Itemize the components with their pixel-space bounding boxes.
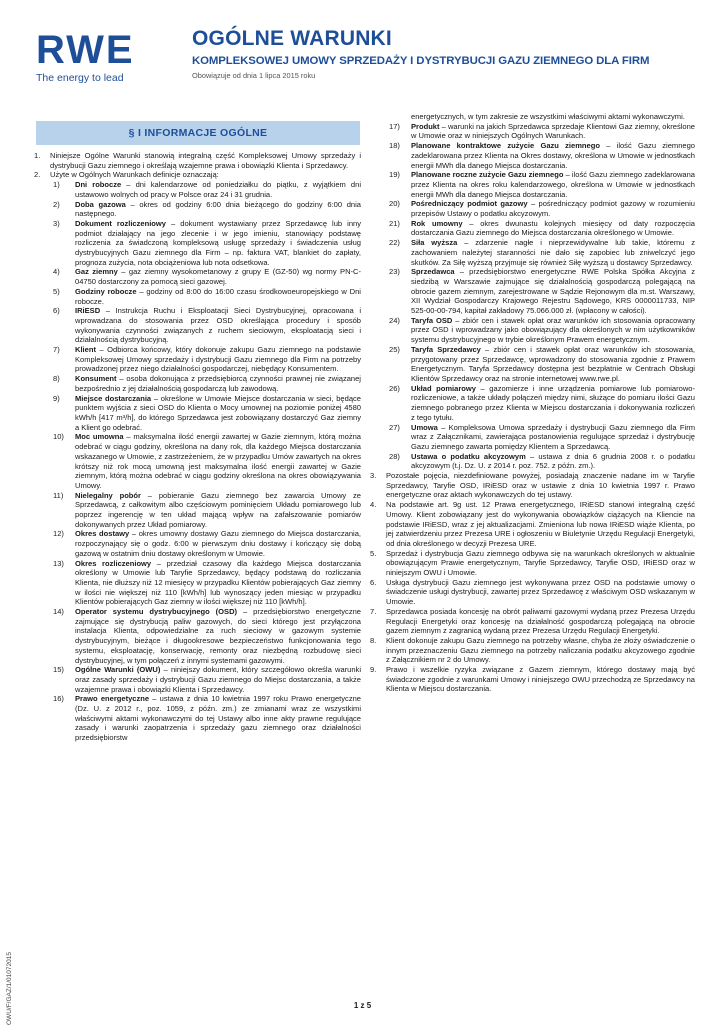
document-title: OGÓLNE WARUNKI <box>192 27 392 50</box>
paragraph-item <box>370 607 695 636</box>
paragraph-text: Niniejsze Ogólne Warunki stanowią integralną część Kompleksowej Umowy sprzedaży i dystrybucji Gazu ziemnego i określają wzajemne prawa i obowiązki Klienta i Sprzedawcy. <box>50 151 361 170</box>
item-number: 10) <box>53 432 64 442</box>
item-number: 8) <box>53 374 60 384</box>
item-text: Taryfa OSD – zbiór cen i stawek opłat oraz warunków ich stosowania opracowany przez OSD i wprowadzany jako obowiązujący dla określonych w nim użytkowników systemu dystrybucyjnego w trybie określonym Prawem energetycznym. <box>411 315 695 345</box>
item-number: 13) <box>53 558 64 568</box>
item-text: Taryfa Sprzedawcy – zbiór cen i stawek opłat oraz warunków ich stosowania, przygotowany przez Sprzedawcę, wprowadzony do stosowania zgodnie z Prawem Energetycznym. Taryfa Sprzedawcy dostępna jest bezpłatnie w Centrach Obsługi Klientów Sprzedawcy oraz na stronie internetowej www.rwe.pl. <box>411 344 695 383</box>
item-text: Miejsce dostarczania – określone w Umowie Miejsce dostarczania w sieci, będące punktem wyjścia z sieci OSD do Klienta o Mocy umownej na poziomie poniżej 4580 kWh/h [417 m³/h], do którego Sprzedawca jest zobowiązany dostarczyć Gaz ziemny a Klient go odebrać. <box>75 393 361 432</box>
definition-item <box>386 199 695 218</box>
item-number: 5) <box>53 286 60 296</box>
item-number: 15) <box>53 665 64 675</box>
definition-item <box>50 287 361 306</box>
item-text: Ogólne Warunki (OWU) – niniejszy dokument, który szczegółowo określa warunki oraz zasady sprzedaży i dystrybucji Gazu ziemnego do Miejsc dostarczania, a także wzajemne prawa i obowiązki Klienta i Sprzedawcy. <box>75 665 362 694</box>
item-number: 14) <box>53 607 64 617</box>
item-text: Pozostałe pojęcia, niezdefiniowane powyżej, posiadają znaczenie nadane im w Taryfie Sprzedawcy, Taryfie OSD, IRiESD oraz w ustawie z dnia 10 kwietnia 1997 r. Prawo energetyczne oraz aktach wykonawczych do tej ustawy. <box>386 471 695 500</box>
left-column <box>34 151 361 743</box>
item-text: Rok umowny – okres dwunastu kolejnych miesięcy od daty rozpoczęcia dostarczania Gazu ziemnego do Miejsca dostarczania określonego w Umowie. <box>411 218 695 238</box>
document-subtitle: KOMPLEKSOWEJ UMOWY SPRZEDAŻY I DYSTRYBUCJI GAZU ZIEMNEGO DLA FIRM <box>192 55 650 67</box>
item-number: 2) <box>53 199 60 209</box>
item-text: Moc umowna – maksymalna ilość energii zawartej w Gazie ziemnym, którą można odebrać w ciągu godziny, określona na dany rok, dla każdego Miejsca dostarczania wskazanego w Umowie, z zastrzeżeniem, że w przypadku Umów zawartych na okres krótszy niż rok mocą umowną jest maksymalna ilość energii zawartej w Gazie ziemnym, którą można odebrać w ciągu godziny określona na okres obowiązywania Umowy. <box>75 432 361 490</box>
definition-item <box>50 219 361 268</box>
item-text: Produkt – warunki na jakich Sprzedawca sprzedaje Klientowi Gaz ziemny, określone w Umowie oraz w niniejszych Ogólnych Warunkach. <box>411 121 695 141</box>
definition-item <box>386 141 695 170</box>
definitions-list-left <box>34 180 361 743</box>
item-number: 16) <box>53 694 64 704</box>
paragraph-item <box>370 578 695 607</box>
item-number: 4. <box>370 500 377 510</box>
definition-item <box>386 384 695 423</box>
item-text: Dokument rozliczeniowy – dokument wystawiany przez Sprzedawcę lub inny podmiot działający na jego zlecenie i w jego imieniu, stanowiący podstawę rozliczenia za świadczoną kompleksową usługę sprzedaży i świadczenia usług dystrybucyjnych Gazu ziemnego dla Firm – np. faktura VAT, blankiet do zapłaty, prognoza zużycia, nota obciążeniowa lub nota odsetkowa. <box>75 218 361 267</box>
definition-item <box>386 316 695 345</box>
rwe-logo <box>36 30 136 84</box>
item-number: 4) <box>53 267 60 277</box>
item-text: Umowa – Kompleksowa Umowa sprzedaży i dystrybucji Gazu ziemnego dla Firm wraz z Załącznikami, zawierająca postanowienia regulujące sprzedaż i dystrybucję Gazu ziemnego zawarta pomiędzy Klientem a Sprzedawcą. <box>411 422 695 451</box>
definition-item <box>386 452 695 471</box>
item-number: 6) <box>53 306 60 316</box>
definition-item <box>386 219 695 238</box>
paragraph-item <box>370 636 695 665</box>
document-header <box>192 28 692 80</box>
definition-item <box>50 394 361 433</box>
item-number: 7) <box>53 345 60 355</box>
paragraph-1 <box>34 151 361 170</box>
definition-item <box>50 200 361 219</box>
definitions-list-right <box>370 122 695 471</box>
section-heading: § I INFORMACJE OGÓLNE <box>36 121 360 145</box>
item-number: 25) <box>389 344 400 354</box>
item-number: 26) <box>389 383 400 393</box>
item-text: IRiESD – Instrukcja Ruchu i Eksploatacji Sieci Dystrybucyjnej, opracowana i wprowadzana do stosowania przez OSD określająca procedury i sposób wykonywania czynności związanych z ruchem sieciowym, eksploatacją sieci i działalnością dystrybucyjną. <box>75 306 361 345</box>
item-number: 7. <box>370 606 377 616</box>
item-text: Usługa dystrybucji Gazu ziemnego jest wykonywana przez OSD na podstawie umowy o świadczenie usługi dystrybucji, zawartej przez Sprzedawcę z właściwym OSD wskazanym w Umowie. <box>386 577 695 607</box>
definition-item <box>50 665 361 694</box>
item-number: 6. <box>370 577 377 587</box>
definition-item <box>386 122 695 141</box>
item-text: Okres dostawy – okres umowny dostawy Gazu ziemnego do Miejsca dostarczania, rozpoczynający się o godz. 6:00 w pierwszym dniu dostawy i kończący się dobą gazową w ostatnim dniu dostawy określonym w Umowie. <box>75 529 361 558</box>
item-text: Godziny robocze – godziny od 8:00 do 16:00 czasu środkowoeuropejskiego w Dni robocze. <box>75 286 361 306</box>
definition-item <box>50 491 361 530</box>
item-number: 22) <box>389 238 400 248</box>
item-text: Konsument – osoba dokonująca z przedsiębiorcą czynności prawnej nie związanej bezpośrednio z jej działalnością gospodarczą lub zawodową. <box>75 374 361 393</box>
definition-item <box>386 170 695 199</box>
definition-item <box>386 267 695 316</box>
item-number: 28) <box>389 451 400 461</box>
item-text: Klient – Odbiorca końcowy, który dokonuje zakupu Gazu ziemnego na podstawie Kompleksowej Umowy sprzedaży i dystrybucji Gazu ziemnego dla Firm na potrzeby prowadzonej przez niego działalności gospodarczej, niebędący Konsumentem. <box>75 345 361 374</box>
definition-item <box>386 423 695 452</box>
item-number: 1) <box>53 180 60 190</box>
item-text: Klient dokonuje zakupu Gazu ziemnego na potrzeby własne, chyba że złoży oświadczenie o innym przeznaczeniu Gazu ziemnego na potrzeby naliczania podatku akcyzowego zgodnie z Załącznikiem nr 2 do Umowy. <box>386 635 695 665</box>
item-text: Na podstawie art. 9g ust. 12 Prawa energetycznego, IRiESD stanowi integralną część Umowy. Klient zobowiązany jest do wykonywania obowiązków ciążących na Kliencie na podstawie IRiESD, wraz z jej aktualizacjami. Zmieniona lub nowa IRiESD wiąże Klienta, po jej zatwierdzeniu przez Prezesa URE i ogłoszeniu w Biuletynie Urzędu Regulacji Energetyki, od dnia określonego w decyzji Prezesa URE. <box>386 500 695 548</box>
document-code: OWU/F/GAZ/1/01072015 <box>6 952 13 1025</box>
item-text: Prawo energetyczne – ustawa z dnia 10 kwietnia 1997 roku Prawo energetyczne (Dz. U. z 2012 r., poz. 1059, z późn. zm.) ze zmianami wraz ze wszystkimi właściwymi aktami wykonawczymi do tej Ustawy albo inne akty prawne regulujące zasady i warunki zaopatrzenia i sprzedaży gazu ziemnego oraz działalności przedsiębiorstw <box>75 694 361 743</box>
item-text: Sprzedawca – przedsiębiorstwo energetyczne RWE Polska Spółka Akcyjna z siedzibą w Warszawie zajmujące się działalnością gospodarczą polegającą na obrocie gazem ziemnym, zarejestrowane w Sądzie Rejonowym dla m.st. Warszawy, XII Wydział Gospodarczy Krajowego Rejestru Sądowego, KRS 0000011733, NIP 525-00-00-794, kapitał zakładowy 75.066.000 zł. (wpłacony w całości). <box>411 267 695 316</box>
paragraphs-list-right <box>370 471 695 694</box>
definition-item <box>50 607 361 665</box>
definition-item <box>386 238 695 267</box>
definition-item <box>50 694 361 743</box>
paragraph-number: 1. <box>34 151 41 160</box>
paragraph-item <box>370 471 695 500</box>
definition-item <box>50 374 361 393</box>
definition-16-continued: energetycznych, w tym zakresie ze wszystkimi właściwymi aktami wykonawczymi. <box>411 112 685 121</box>
definition-item <box>50 432 361 490</box>
item-text: Planowane kontraktowe zużycie Gazu ziemnego – ilość Gazu ziemnego zadeklarowana przez Klienta na Okres dostawy, określona w Umowie w jednostkach energii MWh dla danego Miejsca dostarczania. <box>411 141 695 170</box>
item-number: 21) <box>389 218 400 228</box>
item-number: 9) <box>53 393 60 403</box>
paragraph-number: 2. <box>34 170 41 180</box>
item-number: 5. <box>370 548 377 558</box>
item-text: Operator systemu dystrybucyjnego (OSD) – przedsiębiorstwo energetyczne zajmujące się dystrybucją paliw gazowych, do sieci którego jest przyłączona instalacja Klienta, odpowiedzialne za ruch sieciowy w gazowym systemie dystrybucyjnym, bieżące i długookresowe bezpieczeństwo funkcjonowania tego systemu, eksploatację, konserwację, remonty oraz niezbędną rozbudowę sieci dystrybucyjnej, w tym połączeń z innymi systemami gazowymi. <box>75 607 361 665</box>
item-text: Ustawa o podatku akcyzowym – ustawa z dnia 6 grudnia 2008 r. o podatku akcyzowym (t.j. Dz. U. z 2014 r. poz. 752. z późn. zm.). <box>411 451 696 471</box>
definition-item <box>50 180 361 199</box>
item-text: Okres rozliczeniowy – przedział czasowy dla każdego Miejsca dostarczania określony w Umowie lub Taryfie Sprzedawcy, będący podstawą do rozliczania Klienta, nie dłuższy niż 12 miesięcy w przypadku Klientów pobierających Gaz ziemny w ilości nie większej niż 110 [kWh/h] lub wynoszący jeden miesiąc w przypadku Klientów pobierających Gaz ziemny w ilości większej niż 110 [kWh/h]. <box>75 558 361 607</box>
paragraph-item <box>370 665 695 694</box>
item-number: 24) <box>389 315 400 325</box>
item-text: Dni robocze – dni kalendarzowe od poniedziałku do piątku, z wyjątkiem dni ustawowo wolnych od pracy w Polsce oraz 24 i 31 grudnia. <box>75 180 361 199</box>
paragraph-item <box>370 549 695 578</box>
definition-item <box>386 345 695 384</box>
paragraph-text: Użyte w Ogólnych Warunkach definicje oznaczają: <box>50 170 219 180</box>
item-text: Układ pomiarowy – gazomierze i inne urządzenia pomiarowe lub pomiarowo-rozliczeniowe, a także układy połączeń między nimi, służące do pomiaru ilości Gazu ziemnego pobranego przez Klienta w Miejscu dostarczania i dokonywania rozliczeń z tego tytułu. <box>411 383 695 422</box>
item-text: Planowane roczne zużycie Gazu ziemnego – ilość Gazu ziemnego zadeklarowana przez Klienta na okres roku kalendarzowego, określona w Umowie w jednostkach energii MWh dla danego Miejsca dostarczania. <box>411 170 695 199</box>
item-number: 20) <box>389 199 400 209</box>
item-number: 18) <box>389 141 400 151</box>
paragraph-2 <box>34 170 361 180</box>
right-column <box>370 112 695 694</box>
item-number: 12) <box>53 529 64 539</box>
item-text: Siła wyższa – zdarzenie nagłe i nieprzewidywalne lub takie, któremu z zachowaniem należytej staranności nie dało się zapobiec lub zniwelczyć jego skutków. Za Siłę wyższą przyjmuje się również Siłę wyższą u dostawcy Sprzedawcy. <box>411 238 695 267</box>
definition-item <box>50 529 361 558</box>
page-number: 1 z 5 <box>353 1001 372 1010</box>
item-text: Gaz ziemny – gaz ziemny wysokometanowy z grupy E (GZ-50) wg normy PN-C-04750 dostarczony za pomocą sieci gazowej. <box>75 267 361 287</box>
item-number: 27) <box>389 422 400 432</box>
item-number: 23) <box>389 267 400 277</box>
item-number: 9. <box>370 665 377 675</box>
paragraph-item <box>370 500 695 549</box>
item-number: 11) <box>53 490 64 500</box>
item-number: 3. <box>370 471 377 481</box>
item-text: Doba gazowa – okres od godziny 6:00 dnia bieżącego do godziny 6:00 dnia następnego. <box>75 199 361 219</box>
item-text: Sprzedawca posiada koncesję na obrót paliwami gazowymi wydaną przez Prezesa Urzędu Regulacji Energetyki oraz koncesję na działalność gospodarczą polegającą na obrocie gazem ziemnym z zagranicą wydaną przez Prezesa Urzędu Regulacji Energetyki. <box>386 606 695 636</box>
item-number: 8. <box>370 635 377 645</box>
effective-date: Obowiązuje od dnia 1 lipca 2015 roku <box>192 71 316 80</box>
item-text: Sprzedaż i dystrybucja Gazu ziemnego odbywa się na warunkach określonych w aktualnie obowiązującym Prawie energetycznym, Taryfie Sprzedawcy, Taryfie OSD, IRiESD oraz w niniejszym OWU i Umowie. <box>386 548 695 578</box>
logo-tagline: The energy to lead <box>36 72 124 84</box>
definition-item <box>50 345 361 374</box>
item-number: 19) <box>389 170 400 180</box>
item-text: Prawo i wszelkie ryzyka związane z Gazem ziemnym, którego dostawy mają być świadczone zgodnie z warunkami Umowy i niniejszego OWU przechodzą ze Sprzedawcy na Klienta w Miejscu dostarczania. <box>386 665 695 694</box>
definition-item <box>50 267 361 286</box>
definition-item <box>50 306 361 345</box>
definition-item <box>50 559 361 608</box>
item-text: Pośredniczący podmiot gazowy – pośredniczący podmiot gazowy w rozumieniu przepisów Ustawy o podatku akcyzowym. <box>411 199 695 219</box>
item-number: 3) <box>53 218 60 228</box>
item-number: 17) <box>389 121 400 131</box>
logo-wordmark: RWE <box>36 28 135 72</box>
item-text: Nielegalny pobór – pobieranie Gazu ziemnego bez zawarcia Umowy ze Sprzedawcą, z całkowitym albo częściowym pominięciem Układu pomiarowego lub poprzez ingerencję w ten układ mającą wpływ na zafałszowanie pomiarów dokonywanych przez Układ pomiarowy. <box>75 490 361 529</box>
